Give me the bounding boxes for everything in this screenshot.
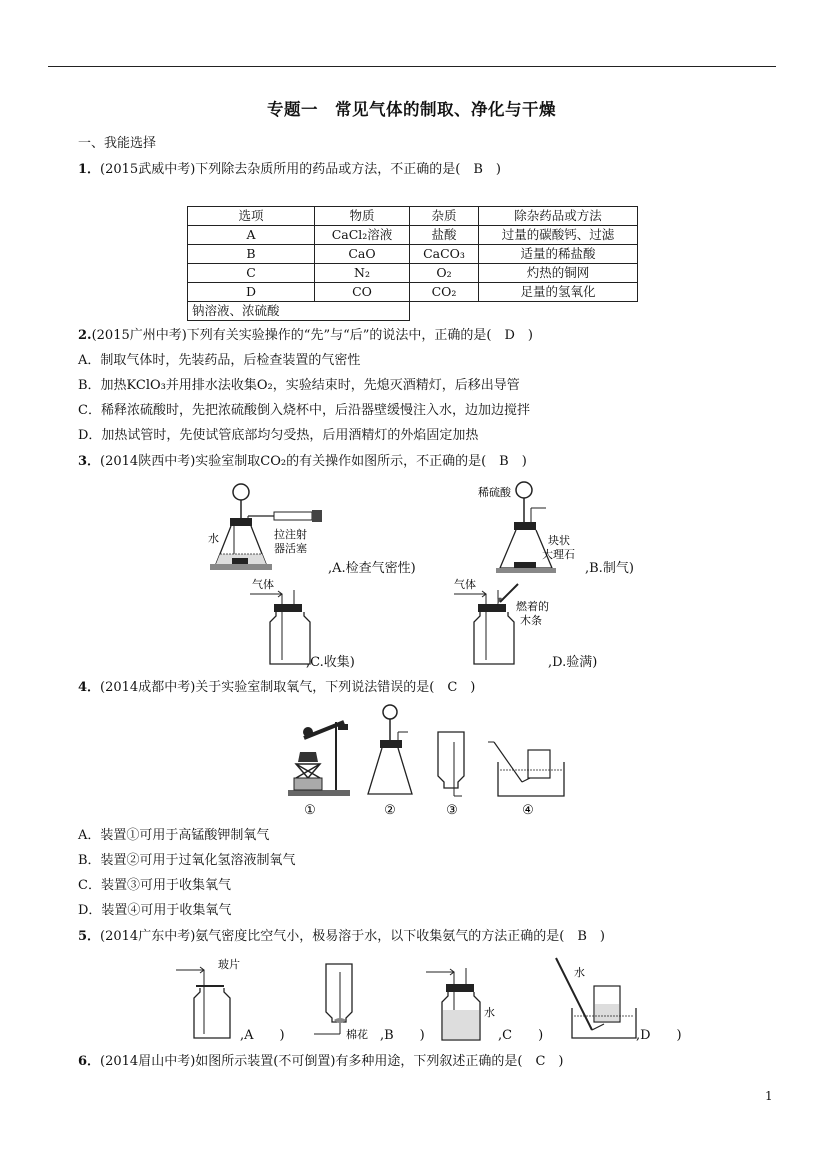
table-cell: B [188, 245, 315, 264]
table-cell: O₂ [410, 264, 479, 283]
table-cell: A [188, 226, 315, 245]
figure-label: 玻片 [218, 958, 240, 971]
figure-label: 气体 [454, 578, 476, 591]
figure-label: ④ [522, 803, 534, 818]
question-3 [78, 452, 527, 472]
question-stem: (2014广东中考)氨气密度比空气小，极易溶于水，以下收集氨气的方法正确的是( B ) [100, 929, 605, 944]
table-row [188, 226, 638, 245]
question-number: 1． [78, 162, 101, 177]
figure-3a-airtightness [208, 480, 328, 576]
option-b: B．装置②可用于过氧化氢溶液制氧气 [78, 853, 296, 868]
option-b: B．加热KClO₃并用排水法收集O₂，实验结束时，先熄灭酒精灯，后移出导管 [78, 378, 520, 393]
apparatus-3 [438, 732, 464, 818]
page-number: 1 [765, 1089, 773, 1103]
figure-caption: ,D.验满) [548, 655, 598, 670]
table-row [188, 283, 638, 302]
figure-label: ② [384, 803, 396, 818]
table-cell: CO₂ [410, 283, 479, 302]
apparatus-1 [288, 722, 350, 818]
figure-label: 水 [574, 966, 585, 979]
figure-label: ③ [446, 803, 458, 818]
table-header: 选项 [188, 207, 315, 226]
question-stem: (2015武威中考)下列除去杂质所用的药品或方法，不正确的是( B ) [100, 162, 501, 177]
question-stem: (2014陕西中考)实验室制取CO₂的有关操作如图所示，不正确的是( B ) [100, 454, 527, 469]
option-c: C．装置③可用于收集氧气 [78, 878, 231, 893]
page-title: 专题一 常见气体的制取、净化与干燥 [267, 100, 556, 119]
option-d: D．装置④可用于收集氧气 [78, 903, 232, 918]
figure-label: 水 [484, 1006, 495, 1019]
question-number: 2. [78, 328, 92, 343]
question-stem: (2014眉山中考)如图所示装置(不可倒置)有多种用途，下列叙述正确的是( C ) [100, 1054, 564, 1069]
figure-caption: ,C.收集) [306, 655, 355, 670]
figure-4-apparatus [282, 702, 572, 820]
question-number: 3． [78, 454, 101, 469]
apparatus-2 [368, 705, 412, 818]
table-cell: CO [315, 283, 410, 302]
figure-5d [552, 954, 638, 1042]
question-number: 4． [78, 680, 101, 695]
table-header: 杂质 [410, 207, 479, 226]
question-2 [78, 326, 533, 346]
table-header: 物质 [315, 207, 410, 226]
table-row [188, 264, 638, 283]
table-cell: 过量的碳酸钙、过滤 [479, 226, 638, 245]
figure-caption: ,A ) [240, 1028, 285, 1043]
header-rule [48, 66, 776, 67]
figure-caption: ,B ) [380, 1028, 425, 1043]
figure-caption: ,B.制气) [585, 561, 634, 576]
table-cell: CaCO₃ [410, 245, 479, 264]
figure-caption: ,C ) [498, 1028, 544, 1043]
question-stem: (2014成都中考)关于实验室制取氧气，下列说法错误的是( C ) [100, 680, 476, 695]
table-cell: C [188, 264, 315, 283]
apparatus-4 [488, 742, 564, 818]
option-c: C．稀释浓硫酸时，先把浓硫酸倒入烧杯中，后沿器壁缓慢注入水，边加边搅拌 [78, 403, 530, 418]
question-5 [78, 927, 605, 947]
table-cell: 灼热的铜网 [479, 264, 638, 283]
question-6 [78, 1052, 564, 1072]
figure-3d-check-full [452, 576, 552, 668]
figure-5a [172, 956, 242, 1042]
table-cell: 钠溶液、浓硫酸 [188, 302, 410, 321]
table-cell: 适量的稀盐酸 [479, 245, 638, 264]
figure-label: 大理石 [542, 548, 575, 561]
figure-label: 木条 [520, 614, 542, 627]
figure-label: 块状 [548, 534, 570, 547]
option-a: A．制取气体时，先装药品，后检查装置的气密性 [78, 353, 361, 368]
table-cell: D [188, 283, 315, 302]
figure-label: 稀硫酸 [478, 486, 511, 499]
table-cell: CaCl₂溶液 [315, 226, 410, 245]
section-heading: 一、我能选择 [78, 136, 157, 151]
option-d: D．加热试管时，先使试管底部均匀受热，后用酒精灯的外焰固定加热 [78, 428, 479, 443]
figure-label: ① [304, 803, 316, 818]
question-stem: (2015广州中考)下列有关实验操作的“先”与“后”的说法中，正确的是( D ) [91, 328, 533, 343]
figure-label: 器活塞 [274, 542, 307, 555]
table-row [188, 245, 638, 264]
table-cell: CaO [315, 245, 410, 264]
question-number: 5． [78, 929, 101, 944]
table-cell: 足量的氢氧化 [479, 283, 638, 302]
table-header-row [188, 207, 638, 226]
figure-label: 气体 [252, 578, 274, 591]
question-1 [78, 160, 501, 180]
figure-label: 拉注射 [274, 528, 307, 541]
figure-caption: ,D ) [636, 1028, 682, 1043]
figure-label: 水 [208, 532, 219, 545]
figure-5c [424, 960, 504, 1044]
impurity-table [187, 206, 638, 321]
question-number: 6． [78, 1054, 101, 1069]
figure-caption: ,A.检查气密性) [328, 561, 416, 576]
table-cell: 盐酸 [410, 226, 479, 245]
figure-label: 棉花 [346, 1028, 368, 1041]
option-a: A．装置①可用于高锰酸钾制氧气 [78, 828, 270, 843]
figure-3b-generate-gas [476, 478, 586, 578]
table-row [188, 302, 638, 321]
figure-label: 燃着的 [516, 600, 549, 613]
question-4 [78, 678, 475, 698]
table-cell: N₂ [315, 264, 410, 283]
table-header: 除杂药品或方法 [479, 207, 638, 226]
